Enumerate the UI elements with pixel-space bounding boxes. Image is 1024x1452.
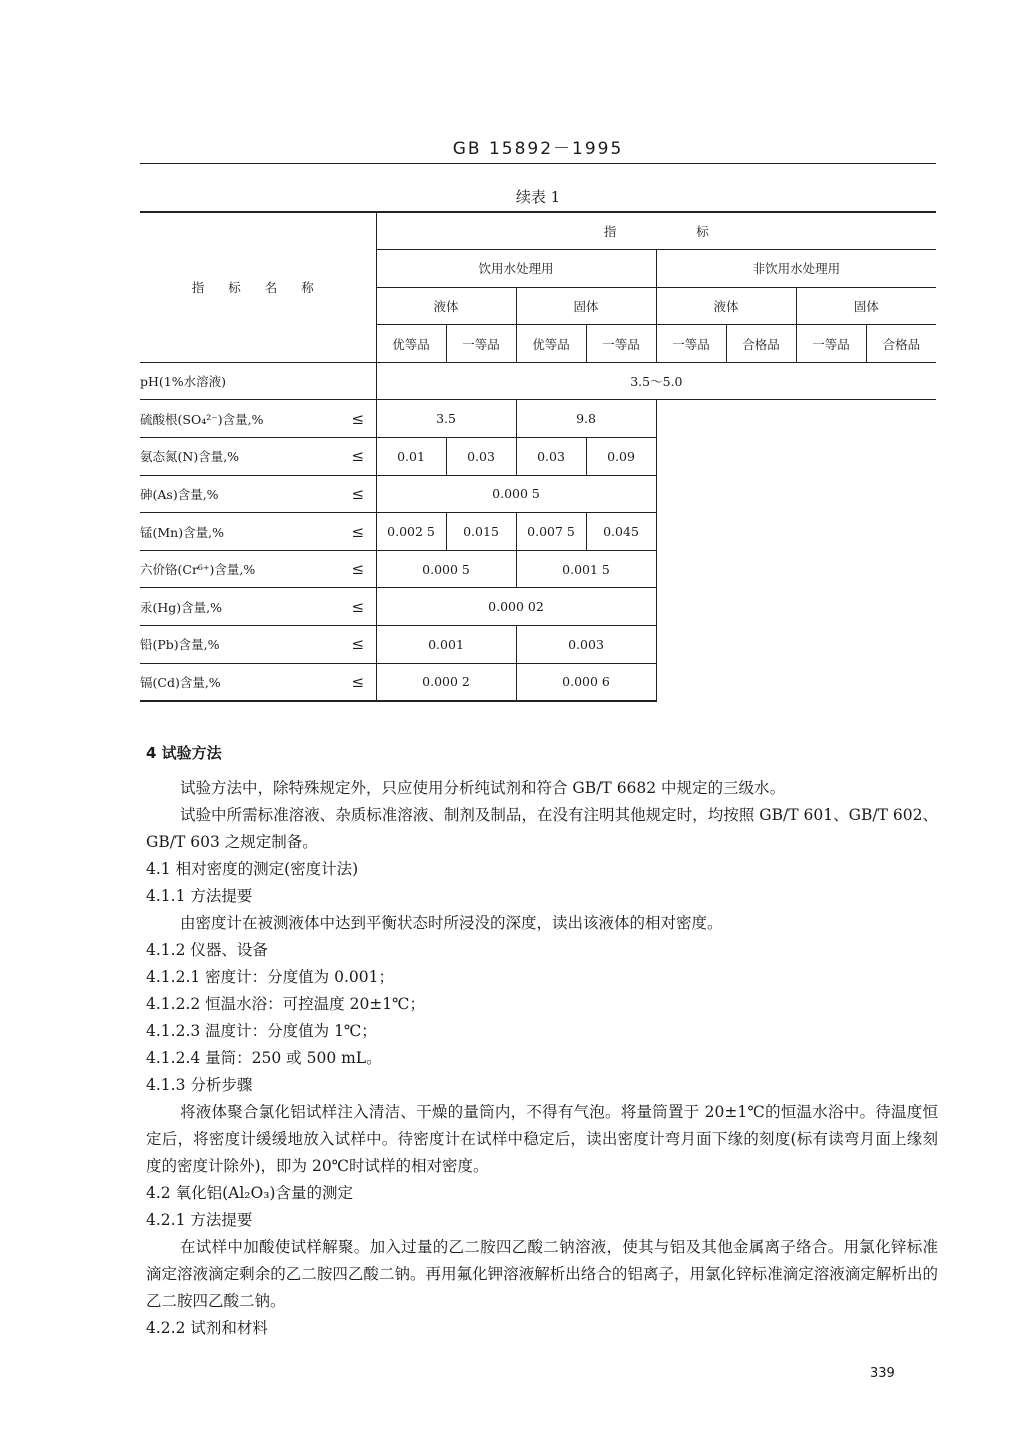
cell-value: 0.01 xyxy=(376,438,446,476)
row-name: pH(1%水溶液) xyxy=(140,362,376,400)
list-item: 4.1.2.2 恒温水浴：可控温度 20±1℃； xyxy=(146,995,425,1013)
row-name: 镉(Cd)含量,% xyxy=(140,663,340,701)
list-item: 4.1.2.1 密度计：分度值为 0.001； xyxy=(146,968,394,986)
le-sign: ≤ xyxy=(340,400,376,438)
paragraph: 由密度计在被测液体中达到平衡状态时所浸没的深度，读出该液体的相对密度。 xyxy=(180,914,723,932)
non-drinking-blank xyxy=(656,400,936,701)
le-sign: ≤ xyxy=(340,513,376,551)
col-header-index: 指 标 xyxy=(376,212,936,250)
subsection-heading: 4.2.1 方法提要 xyxy=(146,1211,253,1229)
grade-first: 一等品 xyxy=(656,325,726,363)
grade-first: 一等品 xyxy=(586,325,656,363)
grade-first: 一等品 xyxy=(446,325,516,363)
grade-superior: 优等品 xyxy=(516,325,586,363)
table-row xyxy=(140,400,936,438)
cell-value: 0.001 5 xyxy=(516,550,656,588)
cell-value: 0.001 xyxy=(376,626,516,664)
cell-value: 0.045 xyxy=(586,513,656,551)
spec-table xyxy=(140,211,936,702)
cell-value: 0.000 5 xyxy=(376,550,516,588)
cell-value: 0.000 02 xyxy=(376,588,656,626)
grade-qualified: 合格品 xyxy=(866,325,936,363)
cell-value: 0.03 xyxy=(516,438,586,476)
le-sign: ≤ xyxy=(340,550,376,588)
standard-header: GB 15892－1995 xyxy=(452,139,624,159)
subsection-heading: 4.1.3 分析步骤 xyxy=(146,1076,253,1094)
le-sign: ≤ xyxy=(340,588,376,626)
row-name: 汞(Hg)含量,% xyxy=(140,588,340,626)
cell-value: 0.002 5 xyxy=(376,513,446,551)
body-text xyxy=(146,740,938,1342)
list-item: 4.1.2.3 温度计：分度值为 1℃； xyxy=(146,1022,377,1040)
row-name: 砷(As)含量,% xyxy=(140,475,340,513)
subsection-heading: 4.2.2 试剂和材料 xyxy=(146,1319,268,1337)
le-sign: ≤ xyxy=(340,438,376,476)
col-header-name: 指 标 名 称 xyxy=(140,212,376,362)
paragraph: 试验中所需标准溶液、杂质标准溶液、制剂及制品，在没有注明其他规定时，均按照 GB/T 601、GB/T 602、GB/T 603 之规定制备。 xyxy=(146,806,938,851)
subsection-heading: 4.2 氧化铝(Al₂O₃)含量的测定 xyxy=(146,1184,353,1202)
row-name: 锰(Mn)含量,% xyxy=(140,513,340,551)
grade-superior: 优等品 xyxy=(376,325,446,363)
header-rule xyxy=(140,163,936,164)
page-number: 339 xyxy=(870,1366,895,1381)
sub-liquid: 液体 xyxy=(376,287,516,325)
subsection-heading: 4.1.2 仪器、设备 xyxy=(146,941,268,959)
section-heading: 4 试验方法 xyxy=(146,744,222,762)
group-drinking: 饮用水处理用 xyxy=(376,250,656,288)
sub-solid: 固体 xyxy=(796,287,936,325)
row-name: 氨态氮(N)含量,% xyxy=(140,438,340,476)
le-sign: ≤ xyxy=(340,626,376,664)
cell-value: 3.5～5.0 xyxy=(376,362,936,400)
paragraph: 在试样中加酸使试样解聚。加入过量的乙二胺四乙酸二钠溶液，使其与铝及其他金属离子络合。用氯化锌标准滴定溶液滴定剩余的乙二胺四乙酸二钠。再用氟化钾溶液解析出络合的铝离子，用氯化锌标准滴定溶液滴定解析出的乙二胺四乙酸二钠。 xyxy=(146,1238,938,1310)
row-name: 六价铬(Cr⁶⁺)含量,% xyxy=(140,550,340,588)
cell-value: 0.003 xyxy=(516,626,656,664)
paragraph: 试验方法中，除特殊规定外，只应使用分析纯试剂和符合 GB/T 6682 中规定的三级水。 xyxy=(180,779,786,797)
cell-value: 0.000 2 xyxy=(376,663,516,701)
grade-qualified: 合格品 xyxy=(726,325,796,363)
cell-value: 0.015 xyxy=(446,513,516,551)
subsection-heading: 4.1 相对密度的测定(密度计法) xyxy=(146,860,359,878)
le-sign: ≤ xyxy=(340,475,376,513)
table-row xyxy=(140,362,936,400)
group-non-drinking: 非饮用水处理用 xyxy=(656,250,936,288)
grade-first: 一等品 xyxy=(796,325,866,363)
list-item: 4.1.2.4 量筒：250 或 500 mL。 xyxy=(146,1049,382,1067)
cell-value: 0.000 5 xyxy=(376,475,656,513)
subsection-heading: 4.1.1 方法提要 xyxy=(146,887,253,905)
sub-solid: 固体 xyxy=(516,287,656,325)
sub-liquid: 液体 xyxy=(656,287,796,325)
row-name: 铅(Pb)含量,% xyxy=(140,626,340,664)
le-sign: ≤ xyxy=(340,663,376,701)
cell-value: 0.000 6 xyxy=(516,663,656,701)
row-name: 硫酸根(SO₄²⁻)含量,% xyxy=(140,400,340,438)
cell-value: 9.8 xyxy=(516,400,656,438)
paragraph: 将液体聚合氯化铝试样注入清洁、干燥的量筒内，不得有气泡。将量筒置于 20±1℃的恒温水浴中。待温度恒定后，将密度计缓缓地放入试样中。待密度计在试样中稳定后，读出密度计弯月面下缘的刻度(标有读弯月面上缘刻度的密度计除外)，即为 20℃时试样的相对密度。 xyxy=(146,1103,938,1175)
cell-value: 0.03 xyxy=(446,438,516,476)
cell-value: 0.09 xyxy=(586,438,656,476)
cell-value: 3.5 xyxy=(376,400,516,438)
cell-value: 0.007 5 xyxy=(516,513,586,551)
table-caption: 续表 1 xyxy=(515,188,561,206)
